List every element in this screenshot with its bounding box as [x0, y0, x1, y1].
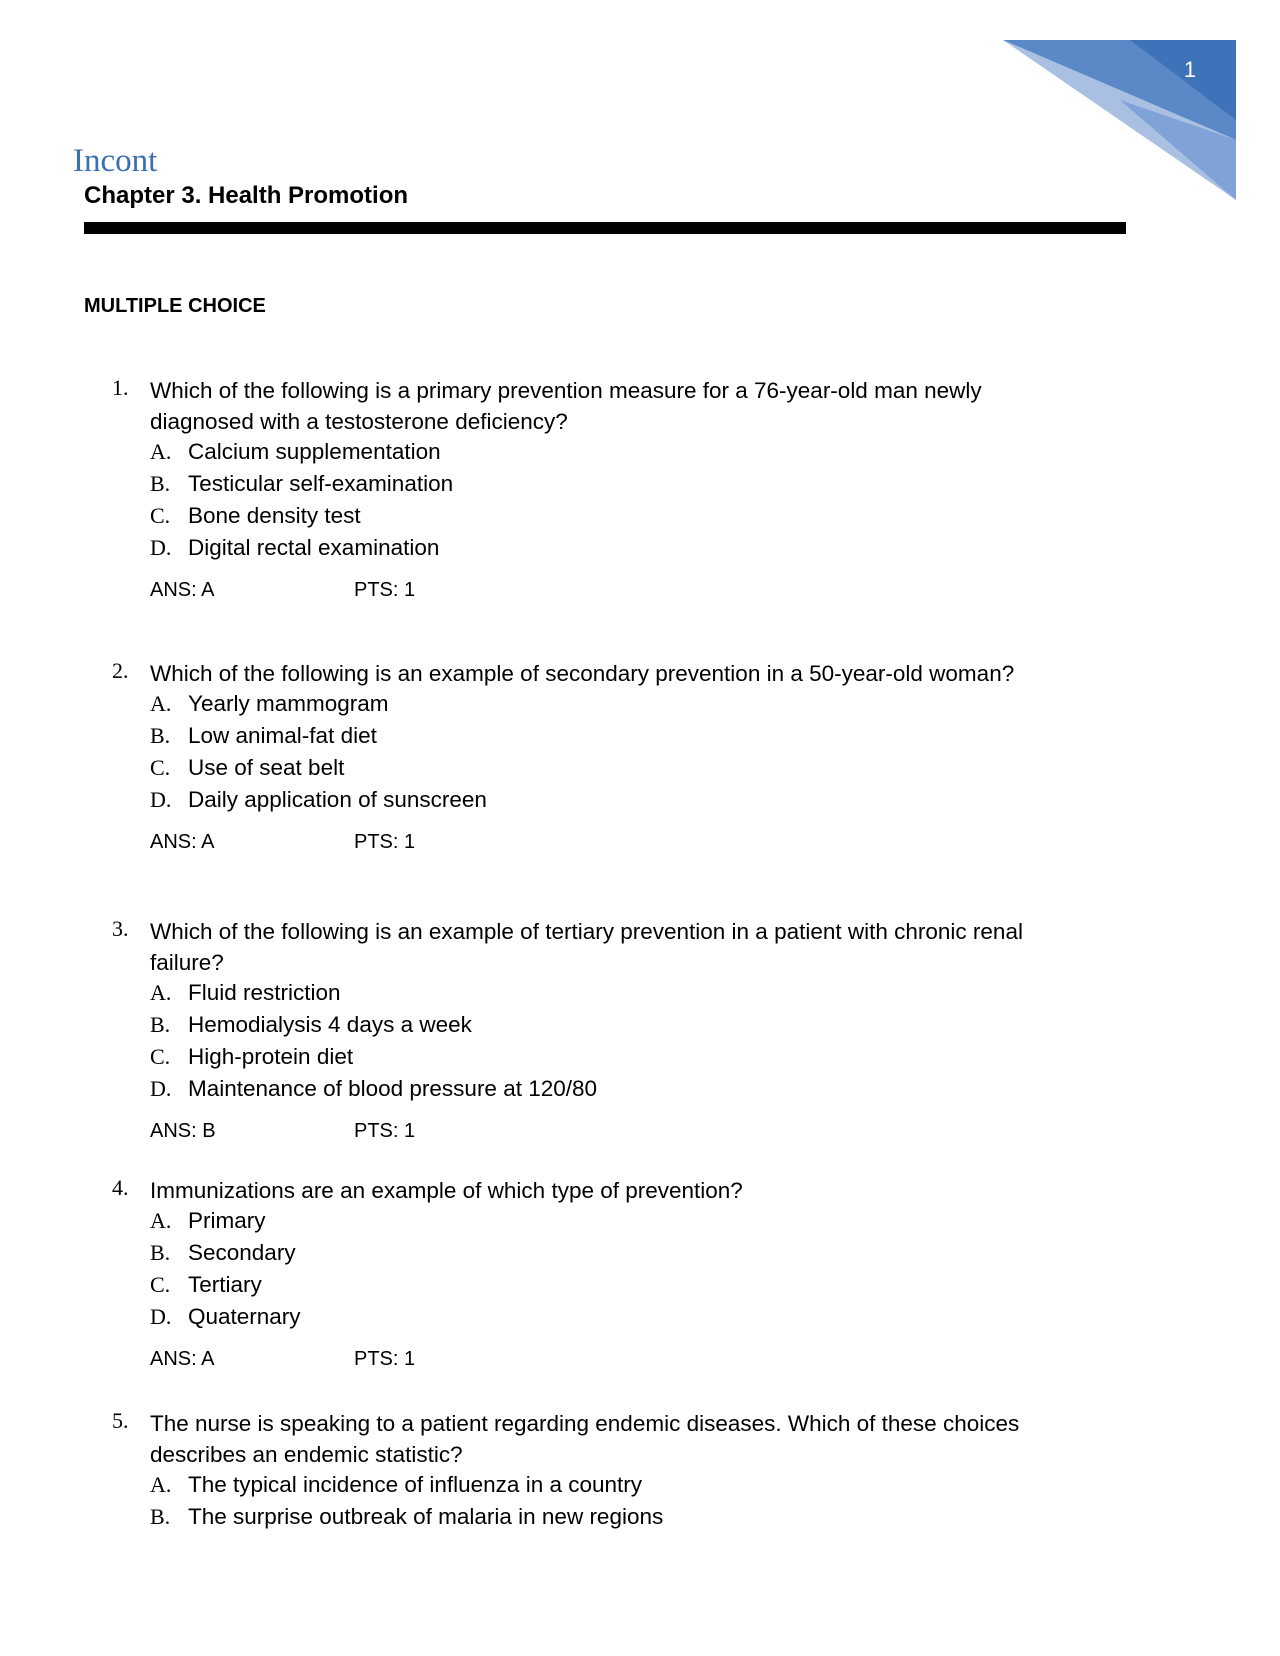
option-text: Use of seat belt	[188, 755, 345, 780]
option-text: Fluid restriction	[188, 980, 341, 1005]
option-text: Tertiary	[188, 1272, 262, 1297]
option-letter: C.	[150, 1044, 171, 1069]
question-4	[112, 1175, 1072, 1378]
option-text: Daily application of sunscreen	[188, 787, 487, 812]
question-5	[112, 1408, 1072, 1534]
points: PTS: 1	[354, 579, 416, 601]
option-d	[112, 785, 1072, 817]
option-a	[112, 1470, 1072, 1502]
question-number: 5.	[112, 1408, 129, 1433]
answer-row	[112, 1120, 1072, 1150]
option-d	[112, 1074, 1072, 1106]
answer-key: ANS: A	[150, 831, 215, 853]
option-c	[112, 1042, 1072, 1074]
points: PTS: 1	[354, 831, 416, 853]
header-divider	[84, 222, 1126, 234]
option-letter: C.	[150, 503, 171, 528]
option-text: Hemodialysis 4 days a week	[188, 1012, 472, 1037]
option-d	[112, 1302, 1072, 1334]
option-letter: C.	[150, 1272, 171, 1297]
option-letter: A.	[150, 1472, 172, 1497]
option-a	[112, 978, 1072, 1010]
option-letter: D.	[150, 1076, 172, 1101]
question-text: The nurse is speaking to a patient regarding endemic diseases. Which of these choices describes an endemic statistic?	[150, 1411, 1020, 1467]
document-brand: Incont	[73, 143, 158, 179]
option-b	[112, 1010, 1072, 1042]
option-letter: B.	[150, 1504, 171, 1529]
option-text: Secondary	[188, 1240, 296, 1265]
question-2	[112, 658, 1072, 861]
option-text: Bone density test	[188, 503, 361, 528]
option-letter: D.	[150, 1304, 172, 1329]
chapter-title: Chapter 3. Health Promotion	[84, 182, 409, 209]
points: PTS: 1	[354, 1120, 416, 1142]
option-c	[112, 501, 1072, 533]
option-letter: A.	[150, 691, 172, 716]
option-text: Maintenance of blood pressure at 120/80	[188, 1076, 598, 1101]
section-title: MULTIPLE CHOICE	[84, 295, 266, 317]
option-b	[112, 721, 1072, 753]
answer-row	[112, 1348, 1072, 1378]
option-text: High-protein diet	[188, 1044, 354, 1069]
option-b	[112, 1502, 1072, 1534]
question-text: Which of the following is an example of tertiary prevention in a patient with chronic renal failure?	[150, 919, 1023, 975]
question-number: 2.	[112, 658, 129, 683]
question-text: Which of the following is a primary prevention measure for a 76-year-old man newly diagnosed with a testosterone deficiency?	[150, 378, 982, 434]
points: PTS: 1	[354, 1348, 416, 1370]
option-a	[112, 689, 1072, 721]
question-number: 4.	[112, 1175, 129, 1200]
answer-key: ANS: A	[150, 579, 215, 601]
question-text: Immunizations are an example of which type of prevention?	[150, 1178, 743, 1203]
option-letter: A.	[150, 1208, 172, 1233]
option-text: The typical incidence of influenza in a country	[188, 1472, 643, 1497]
option-b	[112, 1238, 1072, 1270]
option-c	[112, 1270, 1072, 1302]
question-number: 3.	[112, 916, 129, 941]
option-text: Testicular self-examination	[188, 471, 454, 496]
option-text: The surprise outbreak of malaria in new regions	[188, 1504, 664, 1529]
option-a	[112, 437, 1072, 469]
option-letter: A.	[150, 980, 172, 1005]
option-letter: D.	[150, 787, 172, 812]
option-letter: C.	[150, 755, 171, 780]
option-text: Yearly mammogram	[188, 691, 389, 716]
option-b	[112, 469, 1072, 501]
question-text: Which of the following is an example of secondary prevention in a 50-year-old woman?	[150, 661, 1015, 686]
answer-row	[112, 579, 1072, 609]
option-letter: A.	[150, 439, 172, 464]
question-3	[112, 916, 1072, 1150]
option-text: Digital rectal examination	[188, 535, 440, 560]
option-text: Calcium supplementation	[188, 439, 441, 464]
option-letter: B.	[150, 1240, 171, 1265]
option-d	[112, 533, 1072, 565]
page-number: 1	[1183, 57, 1197, 82]
answer-row	[112, 831, 1072, 861]
option-a	[112, 1206, 1072, 1238]
option-letter: B.	[150, 1012, 171, 1037]
answer-key: ANS: A	[150, 1348, 215, 1370]
option-text: Primary	[188, 1208, 266, 1233]
option-letter: B.	[150, 471, 171, 496]
option-letter: B.	[150, 723, 171, 748]
option-letter: D.	[150, 535, 172, 560]
option-c	[112, 753, 1072, 785]
option-text: Low animal-fat diet	[188, 723, 377, 748]
question-number: 1.	[112, 375, 129, 400]
answer-key: ANS: B	[150, 1120, 216, 1142]
question-1	[112, 375, 1072, 609]
option-text: Quaternary	[188, 1304, 301, 1329]
